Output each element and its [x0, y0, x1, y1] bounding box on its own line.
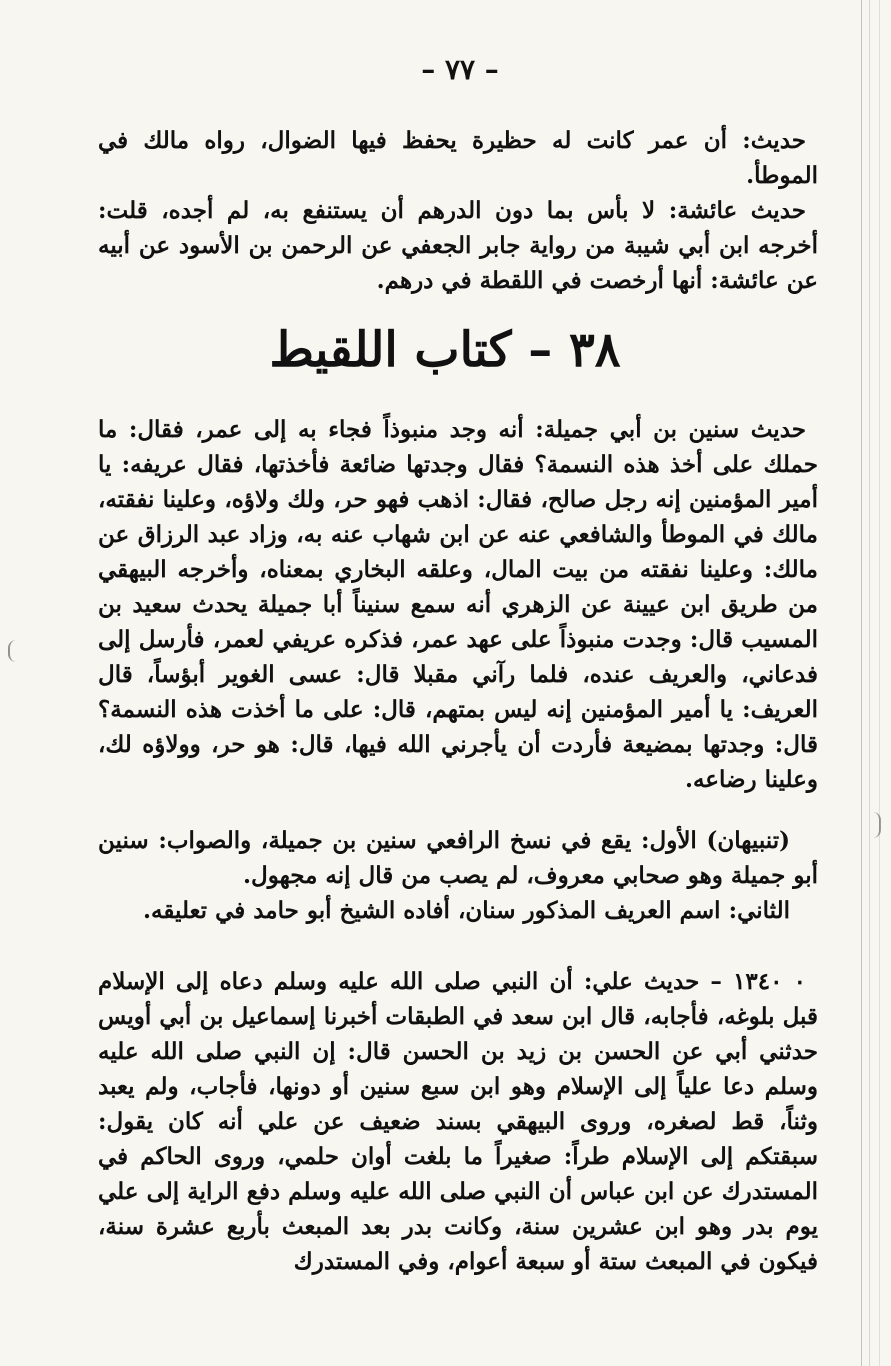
main-text-block [98, 413, 818, 797]
paragraph-aisha-hadith: حديث عائشة: لا بأس بما دون الدرهم أن يستنفع به، لم أجده، قلت: أخرجه ابن أبي شيبة من رواية جابر الجعفي عن الرحمن بن الأسود عن أبيه عن عائشة: أنها أرخصت في اللقطة في درهم. [98, 196, 818, 294]
chapter-title: ٣٨ – كتاب اللقيط [269, 322, 621, 378]
paragraph-sunayn-hadith: حديث سنين بن أبي جميلة: أنه وجد منبوذاً فجاء به إلى عمر، فقال: ما حملك على أخذ هذه النسمة؟ فقال وجدتها ضائعة فأخذتها، فقال عريفه: يا أمير المؤمنين إنه رجل صالح، فقال: اذهب فهو حر، ولك ولاؤه، وعلينا نفقته، مالك في الموطأ والشافعي عنه عن ابن شهاب عنه به، وزاد عبد الرزاق عن مالك: وعلينا نفقته من بيت المال، وعلقه البخاري بمعناه، وأخرجه البيهقي من طريق ابن عيينة عن الزهري أنه سمع سنيناً أبا جميلة يحدث سعيد بن المسيب قال: وجدت منبوذاً على عهد عمر، فذكره عريفي لعمر، فأرسل إلى فدعاني، والعريف عنده، فلما رآني مقبلا قال: عسى الغوير أبؤساً، قال العريف: يا أمير المؤمنين إنه ليس بمتهم، قال: على ما أخذت هذه النسمة؟ قال: وجدتها بمضيعة فأردت أن يأجرني الله فيها، قال: هو حر، وولاؤه لك، وعلينا رضاعه. [98, 416, 818, 793]
opening-text-block [98, 124, 818, 299]
page-number: – ٧٧ – [421, 53, 499, 86]
paragraph-second-note: الثاني: اسم العريف المذكور سنان، أفاده الشيخ أبو حامد في تعليقه. [143, 896, 790, 924]
right-margin-rule [869, 0, 870, 1366]
paragraph-umar-hadith: حديث: أن عمر كانت له حظيرة يحفظ فيها الضوال، رواه مالك في الموطأ. [98, 127, 818, 189]
notes-block [98, 824, 818, 929]
right-margin-rule [879, 0, 880, 1366]
paragraph-ali-hadith: ٠ ١٣٤٠ – حديث علي: أن النبي صلى الله عليه وسلم دعاه إلى الإسلام قبل بلوغه، فأجابه، قال ابن سعد في الطبقات أخبرنا إسماعيل بن أبي أويس حدثني أبي عن الحسن بن زيد بن الحسن قال: إن النبي صلى الله عليه وسلم دعا علياً إلى الإسلام وهو ابن سبع سنين أو دونها، فأجاب، ولم يعبد وثناً، قط لصغره، وروى البيهقي بسند ضعيف عن علي أنه كان يقول: سبقتكم إلى الإسلام طراً: صغيراً ما بلغت أوان حلمي، وروى الحاكم في المستدرك عن ابن عباس أن النبي صلى الله عليه وسلم دفع الراية إلى علي يوم بدر وهو ابن عشرين سنة، وكانت بدر بعد المبعث بأربع عشرة سنة، فيكون في المبعث ستة أو سبعة أعوام، وفي المستدرك [98, 968, 818, 1275]
right-margin-mark [872, 812, 881, 838]
left-margin-mark [8, 640, 17, 662]
right-margin-rule [861, 0, 862, 1366]
paragraph-first-note: (تنبيهان) الأول: يقع في نسخ الرافعي سنين بن جميلة، والصواب: سنين أبو جميلة وهو صحابي معروف، لم يصب من قال إنه مجهول. [98, 827, 818, 889]
hadith-block [98, 965, 818, 1280]
